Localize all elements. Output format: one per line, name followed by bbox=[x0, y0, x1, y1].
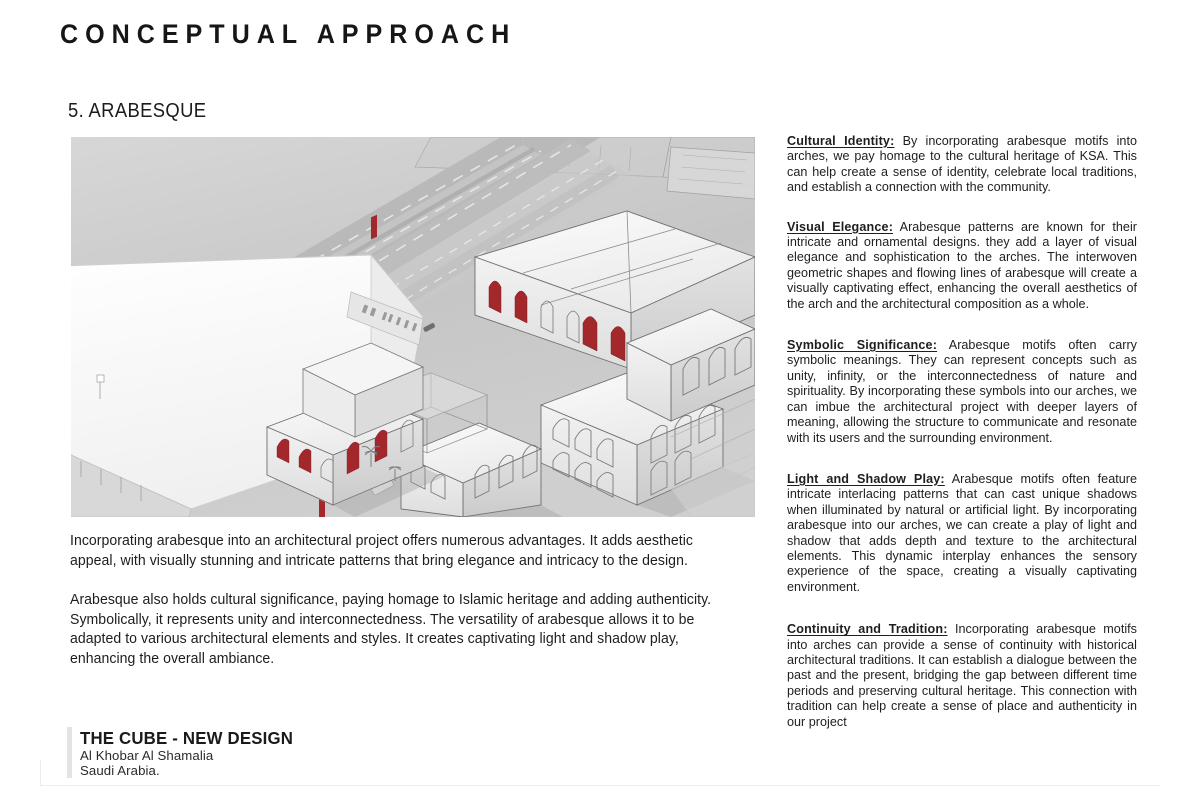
block-body-visual-elegance: Arabesque patterns are known for their intricate and ornamental designs. they add a layer of visual elegance and sophistication to the arches. The interwoven geometric shapes and flowing lines of arabesque will create a visually captivating effect, enhancing the overall aesthetics of the arch and the architectural composition as a whole. bbox=[787, 219, 1137, 311]
text-block-light-and-shadow-play bbox=[787, 472, 1137, 595]
text-block-visual-elegance bbox=[787, 220, 1137, 312]
text-block-cultural-identity bbox=[787, 134, 1137, 196]
block-body-continuity-and-tradition: Incorporating arabesque motifs into arches can provide a sense of continuity with historical architectural traditions. It can establish a dialogue between the past and the present, bridging the gap between different time periods and preserving cultural heritage. This connection with tradition can help create a sense of place and authenticity in our project bbox=[787, 622, 1137, 729]
text-block-continuity-and-tradition bbox=[787, 622, 1137, 730]
project-location-line-1: Al Khobar Al Shamalia bbox=[80, 748, 214, 763]
right-column bbox=[787, 134, 1137, 730]
text-block-symbolic-significance bbox=[787, 338, 1137, 446]
render-illustration bbox=[71, 137, 755, 517]
block-term-symbolic-significance: Symbolic Significance: bbox=[787, 338, 938, 353]
architectural-render-image bbox=[71, 137, 755, 517]
project-title: THE CUBE - NEW DESIGN bbox=[80, 728, 294, 748]
footer-accent-bar bbox=[67, 727, 72, 778]
block-body-cultural-identity: By incorporating arabesque motifs into arches, we pay homage to the cultural heritage of KSA. This can help create a sense of identity, celebrate local traditions, and establish a connection with the community. bbox=[787, 134, 1138, 195]
left-body-copy bbox=[70, 532, 760, 670]
block-term-cultural-identity: Cultural Identity: bbox=[787, 134, 895, 148]
block-term-light-and-shadow-play: Light and Shadow Play: bbox=[787, 471, 945, 486]
block-term-visual-elegance: Visual Elegance: bbox=[787, 219, 894, 234]
block-body-light-and-shadow-play: Arabesque motifs often feature intricate interlacing patterns that can cast unique shadows when illuminated by natural or artificial light. By incorporating arabesque into our arches, we can create a play of light and shadow that adds depth and texture to the architectural elements. This dynamic interplay enhances the sensory experience of the space, creating a visually captivating environment. bbox=[787, 471, 1138, 594]
left-paragraph-2: Arabesque also holds cultural significance, paying homage to Islamic heritage and adding authenticity. Symbolically, it represents unity and interconnectedness. The versatility of arabesque allows it to be adapted to various architectural elements and styles. It creates captivating light and shadow play, enhancing the overall ambiance. bbox=[70, 592, 712, 667]
section-heading: 5. ARABESQUE bbox=[68, 100, 207, 122]
footer-text-group bbox=[80, 727, 302, 778]
page-bottom-rule bbox=[40, 785, 1160, 786]
left-paragraph-1: Incorporating arabesque into an architectural project offers numerous advantages. It adds aesthetic appeal, with visually stunning and intricate patterns that bring elegance and intricacy to the design. bbox=[70, 533, 693, 569]
page-left-rule bbox=[40, 760, 41, 786]
block-term-continuity-and-tradition: Continuity and Tradition: bbox=[787, 622, 948, 637]
project-location-line-2: Saudi Arabia. bbox=[80, 763, 160, 778]
block-body-symbolic-significance: Arabesque motifs often carry symbolic meanings. They can represent concepts such as unity, infinity, or the interconnectedness of nature and spirituality. By incorporating these symbols into our arches, we can imbue the architectural project with deeper layers of meaning, allowing the structure to communicate and resonate with its users and the surrounding environment. bbox=[787, 338, 1137, 445]
page-title: CONCEPTUAL APPROACH bbox=[60, 19, 517, 49]
document-header bbox=[60, 20, 960, 50]
footer bbox=[67, 727, 302, 778]
